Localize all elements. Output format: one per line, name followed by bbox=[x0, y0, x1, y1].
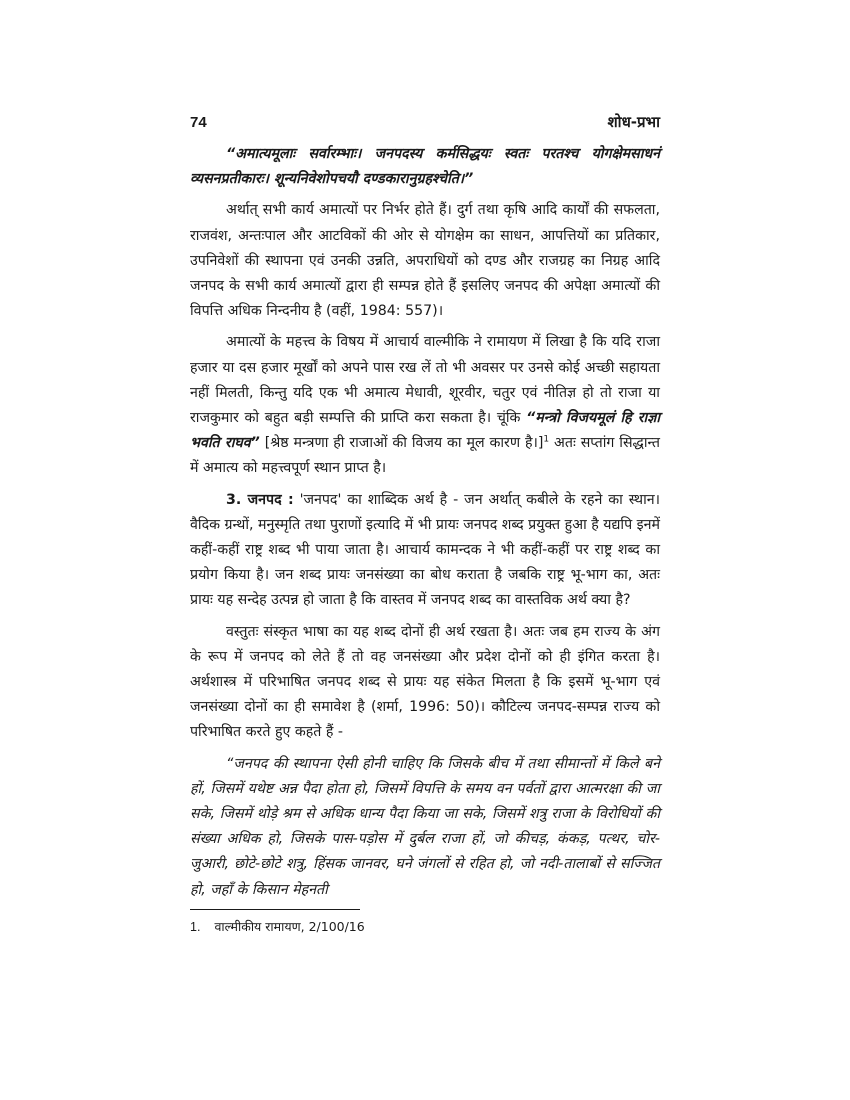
footnote-number: 1. bbox=[190, 919, 201, 934]
footnote-divider bbox=[190, 909, 360, 910]
paragraph-sanskrit-meaning: वस्तुतः संस्कृत भाषा का यह शब्द दोनों ही अर्थ रखता है। अतः जब हम राज्य के अंग के रूप में जनपद को लेते हैं तो वह जनसंख्या और प्रदेश दोनों को ही इंगित करता है। अर्थशास्त्र में परिभाषित जनपद शब्द से प्रायः यह संकेत मिलता है कि इसमें भू-भाग एवं जनसंख्या दोनों का ही समावेश है (शर्मा, 1996: 50)। कौटिल्य जनपद-सम्पन्न राज्य को परिभाषित करते हुए कहते हैं - bbox=[190, 623, 660, 741]
document-page bbox=[190, 112, 660, 938]
page-header bbox=[190, 112, 660, 132]
inline-quote: “मन्त्रो विजयमूलं हि राज्ञा भवति राघव” bbox=[190, 410, 661, 452]
footnote-text: वाल्मीकीय रामायण, 2/100/16 bbox=[214, 918, 365, 934]
paragraph-amatya-importance bbox=[190, 330, 660, 481]
journal-title: शोध-प्रभा bbox=[607, 113, 660, 131]
kautilya-quote: “जनपद की स्थापना ऐसी होनी चाहिए कि जिसके बीच में तथा सीमान्तों में किले बने हों, जिसमें यथेष्ट अन्न पैदा होता हो, जिसमें विपत्ति के समय वन पर्वतों द्वारा आत्मरक्षा की जा सके, जिसमें थोड़े श्रम से अधिक धान्य पैदा किया जा सके, जिसमें शत्रु राजा के विरोधियों की संख्या अधिक हो, जिसके पास-पड़ोस में दुर्बल राजा हों, जो कीचड़, कंकड़, पत्थर, चोर-जुआरी, छोटे-छोटे शत्रु, हिंसक जानवर, घने जंगलों से रहित हो, जो नदी-तालाबों से सज्जित हो, जहाँ के किसान मेहनती bbox=[190, 755, 660, 898]
section-heading: 3. जनपद : bbox=[226, 491, 294, 508]
footnote-marker: 1 bbox=[543, 434, 550, 445]
paragraph-text: 'जनपद' का शाब्दिक अर्थ है - जन अर्थात् कबीले के रहने का स्थान। वैदिक ग्रन्थों, मनुस्मृति तथा पुराणों इत्यादि में भी प्रायः जनपद शब्द प्रयुक्त हुआ है यद्यपि इनमें कहीं-कहीं राष्ट्र शब्द भी पाया जाता है। आचार्य कामन्दक ने भी कहीं-कहीं पर राष्ट्र शब्द का प्रयोग किया है। जन शब्द प्रायः जनसंख्या का बोध कराता है जबकि राष्ट्र भू-भाग का, अतः प्रायः यह सन्देह उत्पन्न हो जाता है कि वास्तव में जनपद शब्द का वास्तविक अर्थ क्या है? bbox=[190, 491, 660, 609]
paragraph-janapad bbox=[190, 488, 660, 614]
page-number: 74 bbox=[190, 114, 207, 131]
footnote bbox=[190, 916, 660, 938]
paragraph-text: [श्रेष्ठ मन्त्रणा ही राजाओं की विजय का मूल कारण है।] bbox=[259, 435, 544, 452]
paragraph-text: अमात्यों के महत्त्व के विषय में आचार्य वाल्मीकि ने रामायण में लिखा है कि यदि राजा हजार या दस हजार मूर्खों को अपने पास रख लें तो भी अवसर पर उनसे कोई अच्छी सहायता नहीं मिलती, किन्तु यदि एक भी अमात्य मेधावी, शूरवीर, चतुर एवं नीतिज्ञ हो तो राजा या राजकुमार को बहुत बड़ी सम्पत्ति की प्राप्ति करा सकता है। चूंकि bbox=[190, 334, 660, 427]
sanskrit-quote: “अमात्यमूलाः सर्वारम्भाः। जनपदस्य कर्मसिद्धयः स्वतः परतश्च योगक्षेमसाधनं व्यसनप्रतीकारः। शून्यनिवेशोपचयौ दण्डकारानुग्रहश्चेति।” bbox=[190, 146, 660, 188]
paragraph-text: अतः सप्तांग सिद्धान्त में अमात्य को महत्त्वपूर्ण स्थान प्राप्त है। bbox=[190, 435, 661, 477]
paragraph-amatya-explanation: अर्थात् सभी कार्य अमात्यों पर निर्भर होते हैं। दुर्ग तथा कृषि आदि कार्यों की सफलता, राजवंश, अन्तःपाल और आटविकों की ओर से योगक्षेम का साधन, आपत्तियों का प्रतिकार, उपनिवेशों की स्थापना एवं उनकी उन्नति, अपराधियों को दण्ड और राजग्रह का निग्रह आदि जनपद के सभी कार्य अमात्यों द्वारा ही सम्पन्न होते हैं इसलिए जनपद की अपेक्षा अमात्यों की विपत्ति अधिक निन्दनीय है (वहीं, 1984: 557)। bbox=[190, 202, 660, 320]
